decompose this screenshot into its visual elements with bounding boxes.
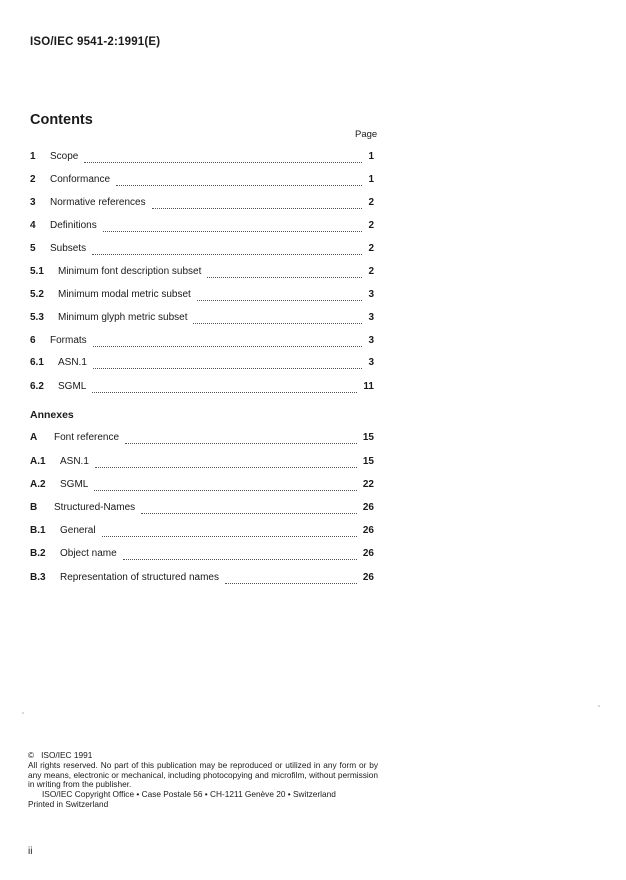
dot-leader	[125, 442, 357, 444]
document-identifier: ISO/IEC 9541-2:1991(E)	[30, 36, 161, 48]
toc-entry-page: 2	[368, 220, 374, 231]
annex-entry-number: A	[30, 432, 38, 443]
dot-leader	[95, 466, 357, 468]
dot-leader	[123, 558, 357, 560]
toc-entry-page: 3	[368, 289, 374, 300]
toc-entry-title: Conformance	[50, 174, 111, 185]
annex-entry-title: ASN.1	[60, 456, 89, 467]
toc-entry-page: 3	[368, 357, 374, 368]
dot-leader	[141, 512, 357, 514]
page-number: ii	[28, 846, 33, 857]
annex-entry-page: 26	[362, 572, 374, 583]
annex-entry-page: 15	[362, 432, 374, 443]
annex-entry-page: 26	[362, 548, 374, 559]
annex-entry-number: A.1	[30, 456, 46, 467]
toc-entry-title: Scope	[50, 151, 79, 162]
dot-leader	[92, 391, 357, 393]
dot-leader	[92, 253, 362, 255]
toc-entry-page: 3	[368, 312, 374, 323]
annex-entry[interactable]	[30, 502, 374, 516]
toc-entry[interactable]	[30, 174, 374, 188]
toc-entry-page: 11	[363, 381, 374, 392]
annex-entry-number: B.3	[30, 572, 46, 583]
toc-entry-number: 3	[30, 197, 36, 208]
annex-entry-number: B	[30, 502, 38, 513]
annex-entry-page: 22	[362, 479, 374, 490]
toc-entry[interactable]	[30, 381, 374, 395]
dot-leader	[207, 276, 362, 278]
toc-entry[interactable]	[30, 243, 374, 257]
annex-entry-number: B.2	[30, 548, 46, 559]
annex-entry-title: Font reference	[54, 432, 120, 443]
annex-entry-title: Representation of structured names	[60, 572, 219, 583]
copyright-notice	[28, 751, 378, 810]
annex-entry-page: 26	[362, 525, 374, 536]
toc-entry-page: 1	[368, 174, 374, 185]
toc-entry[interactable]	[30, 197, 374, 211]
dot-leader	[94, 489, 357, 491]
toc-entry-title: Minimum modal metric subset	[58, 289, 191, 300]
annex-entry-title: SGML	[60, 479, 89, 490]
copyright-holder: ISO/IEC 1991	[41, 750, 93, 760]
toc-entry-page: 2	[368, 266, 374, 277]
annex-entry-page: 15	[362, 456, 374, 467]
toc-entry-number: 5.3	[30, 312, 44, 323]
rights-statement: All rights reserved. No part of this publication may be reproduced or utilized in any form or by any means, electronic or mechanical, including photocopying and microfilm, without permission in writing from the publisher.	[28, 759, 378, 790]
toc-entry-page: 2	[368, 197, 374, 208]
annex-entry[interactable]	[30, 432, 374, 446]
toc-entry-title: Formats	[50, 335, 87, 346]
annex-entry[interactable]	[30, 479, 374, 493]
toc-entry-number: 6.2	[30, 381, 44, 392]
annexes-heading: Annexes	[30, 409, 74, 421]
annex-entry-number: A.2	[30, 479, 46, 490]
annex-entry[interactable]	[30, 548, 374, 562]
toc-entry-number: 6.1	[30, 357, 44, 368]
dot-leader	[197, 299, 363, 301]
toc-entry[interactable]	[30, 266, 374, 280]
toc-entry-number: 5.2	[30, 289, 44, 300]
toc-entry[interactable]	[30, 357, 374, 371]
toc-entry-page: 2	[368, 243, 374, 254]
toc-entry-number: 6	[30, 335, 36, 346]
annex-entry-number: B.1	[30, 525, 46, 536]
dot-leader	[152, 207, 363, 209]
annex-entry[interactable]	[30, 456, 374, 470]
dot-leader	[84, 161, 362, 163]
copyright-office-address: ISO/IEC Copyright Office • Case Postale 56 • CH-1211 Genève 20 • Switzerland	[42, 789, 336, 800]
toc-entry-number: 5	[30, 243, 36, 254]
toc-entry-title: Definitions	[50, 220, 97, 231]
toc-entry-number: 2	[30, 174, 36, 185]
annex-entry-title: Object name	[60, 548, 117, 559]
dot-leader	[193, 322, 362, 324]
dot-leader	[225, 582, 357, 584]
toc-entry-title: Minimum font description subset	[58, 266, 202, 277]
dot-leader	[93, 367, 363, 369]
contents-heading: Contents	[30, 112, 93, 128]
annex-entry-title: General	[60, 525, 96, 536]
toc-entry[interactable]	[30, 335, 374, 349]
toc-entry[interactable]	[30, 312, 374, 326]
annex-entry[interactable]	[30, 525, 374, 539]
dot-leader	[116, 184, 362, 186]
scan-speck	[598, 705, 600, 707]
copyright-symbol: ©	[28, 750, 35, 760]
dot-leader	[103, 230, 363, 232]
toc-entry-number: 5.1	[30, 266, 44, 277]
annex-entry-title: Structured-Names	[54, 502, 136, 513]
toc-entry-title: ASN.1	[58, 357, 87, 368]
toc-entry[interactable]	[30, 220, 374, 234]
scan-speck	[22, 712, 24, 714]
toc-entry-page: 3	[368, 335, 374, 346]
toc-entry[interactable]	[30, 151, 374, 165]
toc-entry-page: 1	[368, 151, 374, 162]
toc-entry-number: 4	[30, 220, 36, 231]
toc-entry-title: Minimum glyph metric subset	[58, 312, 188, 323]
toc-entry-title: SGML	[58, 381, 87, 392]
toc-entry-title: Subsets	[50, 243, 87, 254]
toc-entry[interactable]	[30, 289, 374, 303]
page-column-label: Page	[355, 129, 378, 140]
dot-leader	[93, 345, 363, 347]
dot-leader	[102, 535, 357, 537]
printed-location: Printed in Switzerland	[28, 798, 109, 809]
toc-entry-number: 1	[30, 151, 36, 162]
annex-entry-page: 26	[362, 502, 374, 513]
annex-entry[interactable]	[30, 572, 374, 586]
toc-entry-title: Normative references	[50, 197, 146, 208]
